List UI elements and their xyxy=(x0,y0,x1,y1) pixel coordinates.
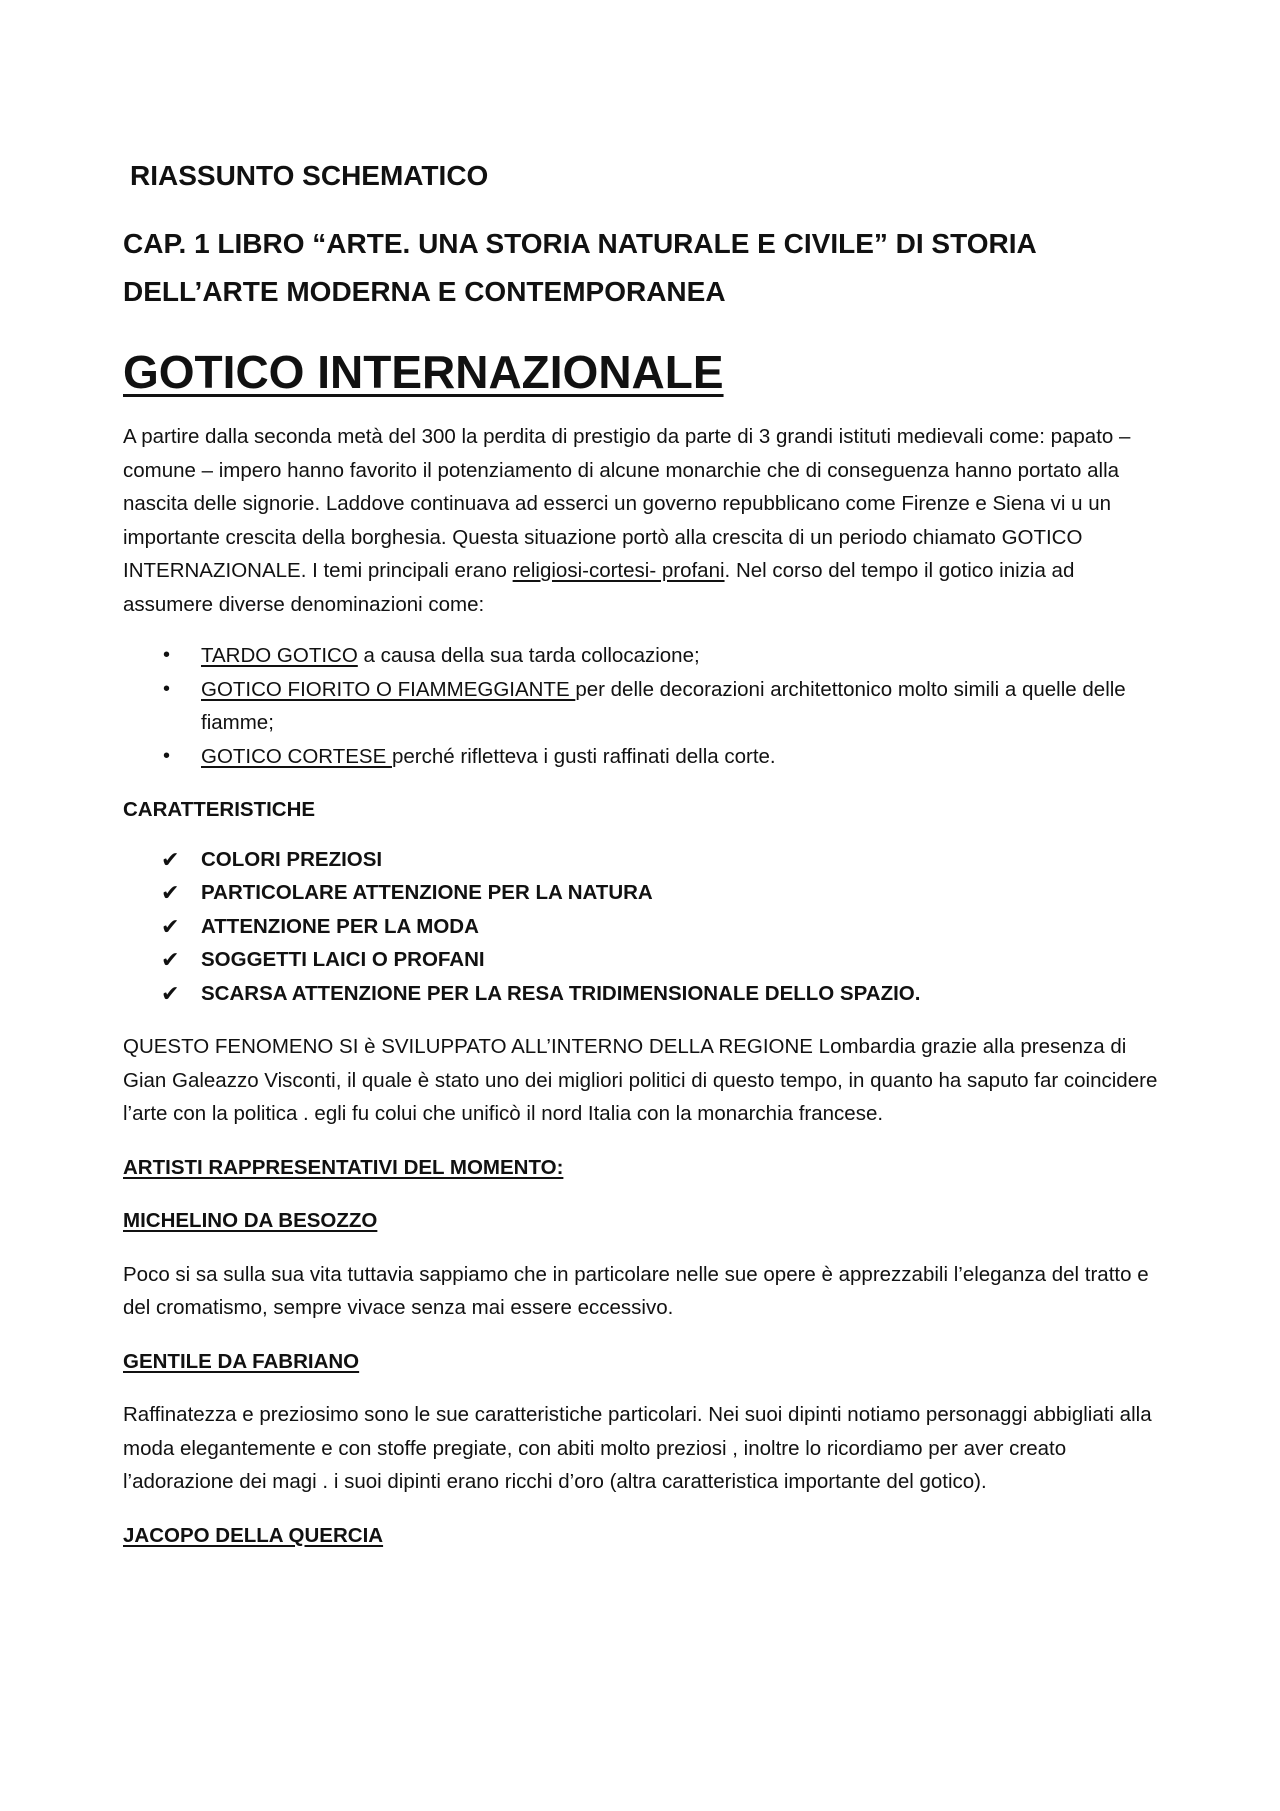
lombardia-paragraph: QUESTO FENOMENO SI è SVILUPPATO ALL’INTERNO DELLA REGIONE Lombardia grazie alla presenza di Gian Galeazzo Visconti, il quale è stato uno dei migliori politici di questo tempo, in quanto ha saputo far coincidere l’arte con la politica . egli fu colui che unificò il nord Italia con la monarchia francese. xyxy=(123,1035,1158,1125)
intro-themes-underlined: religiosi-cortesi- profani xyxy=(512,559,725,582)
denominations-list xyxy=(123,639,1163,773)
denomination-description: a causa della sua tarda collocazione; xyxy=(357,644,700,667)
list-item xyxy=(123,740,1163,774)
bullet-icon: • xyxy=(163,644,171,666)
characteristic-text: SOGGETTI LAICI O PROFANI xyxy=(201,948,485,971)
characteristic-text: COLORI PREZIOSI xyxy=(201,847,383,871)
characteristics-list xyxy=(123,843,1163,1011)
artist-name-jacopo: JACOPO DELLA QUERCIA xyxy=(123,1523,384,1547)
artist-name-gentile: GENTILE DA FABRIANO xyxy=(123,1349,360,1373)
checkmark-icon: ✔ xyxy=(161,913,180,939)
artist-name-michelino: MICHELINO DA BESOZZO xyxy=(123,1209,378,1232)
denomination-term: GOTICO FIORITO O FIAMMEGGIANTE xyxy=(201,677,576,701)
artists-heading: ARTISTI RAPPRESENTATIVI DEL MOMENTO: xyxy=(123,1155,564,1179)
list-item xyxy=(123,843,1163,877)
checkmark-icon: ✔ xyxy=(161,980,180,1006)
characteristic-text: PARTICOLARE ATTENZIONE PER LA NATURA xyxy=(201,881,653,904)
bullet-icon: • xyxy=(163,744,171,767)
document-label: RIASSUNTO SCHEMATICO xyxy=(130,160,489,191)
chapter-heading: CAP. 1 LIBRO “ARTE. UNA STORIA NATURALE E CIVILE” DI STORIA DELL’ARTE MODERNA E CONTEMPORANEA xyxy=(123,228,1036,307)
bullet-icon: • xyxy=(163,677,171,700)
list-item xyxy=(123,639,1163,673)
list-item xyxy=(123,977,1163,1011)
list-item xyxy=(123,876,1163,910)
denomination-description: per delle decorazioni architettonico molto simili a quelle delle fiamme; xyxy=(201,677,1126,734)
checkmark-icon: ✔ xyxy=(161,947,180,972)
document-page xyxy=(123,150,1163,1552)
denomination-description: perché rifletteva i gusti raffinati della corte. xyxy=(391,744,776,768)
denomination-term: GOTICO CORTESE xyxy=(201,744,392,768)
artist-description-gentile: Raffinatezza e preziosimo sono le sue caratteristiche particolari. Nei suoi dipinti notiamo personaggi abbigliati alla moda elegantemente e con stoffe pregiate, con abiti molto preziosi , inoltre lo ricordiamo per aver creato l’adorazione dei magi . i suoi dipinti erano ricchi d’oro (altra caratteristica importante del gotico). xyxy=(123,1403,1152,1493)
list-item xyxy=(123,673,1163,740)
list-item xyxy=(123,910,1163,944)
checkmark-icon: ✔ xyxy=(161,846,180,872)
characteristics-heading: CARATTERISTICHE xyxy=(123,798,316,821)
characteristic-text: ATTENZIONE PER LA MODA xyxy=(201,914,479,938)
intro-text-end: . Nel corso del tempo il gotico inizia ad assumere diverse denominazioni come: xyxy=(123,559,1075,616)
list-item xyxy=(123,943,1163,977)
denomination-term: TARDO GOTICO xyxy=(201,644,358,667)
checkmark-icon: ✔ xyxy=(161,880,180,905)
intro-text-start: A partire dalla seconda metà del 300 la perdita di prestigio da parte di 3 grandi istituti medievali come: papato –comune – impero hanno favorito il potenziamento di alcune monarchie che di conseguenza hanno portato alla nascita delle signorie. Laddove continuava ad esserci un governo repubblicano come Firenze e Siena vi u un importante crescita della borghesia. Questa situazione portò alla crescita di un periodo chiamato GOTICO INTERNAZIONALE. I temi principali erano xyxy=(123,425,1131,582)
artist-description-michelino: Poco si sa sulla sua vita tuttavia sappiamo che in particolare nelle sue opere è apprezzabili l’eleganza del tratto e del cromatismo, sempre vivace senza mai essere eccessivo. xyxy=(123,1262,1149,1319)
characteristic-text: SCARSA ATTENZIONE PER LA RESA TRIDIMENSIONALE DELLO SPAZIO. xyxy=(201,981,921,1005)
page-title: GOTICO INTERNAZIONALE xyxy=(123,346,724,398)
intro-paragraph xyxy=(123,420,1163,621)
